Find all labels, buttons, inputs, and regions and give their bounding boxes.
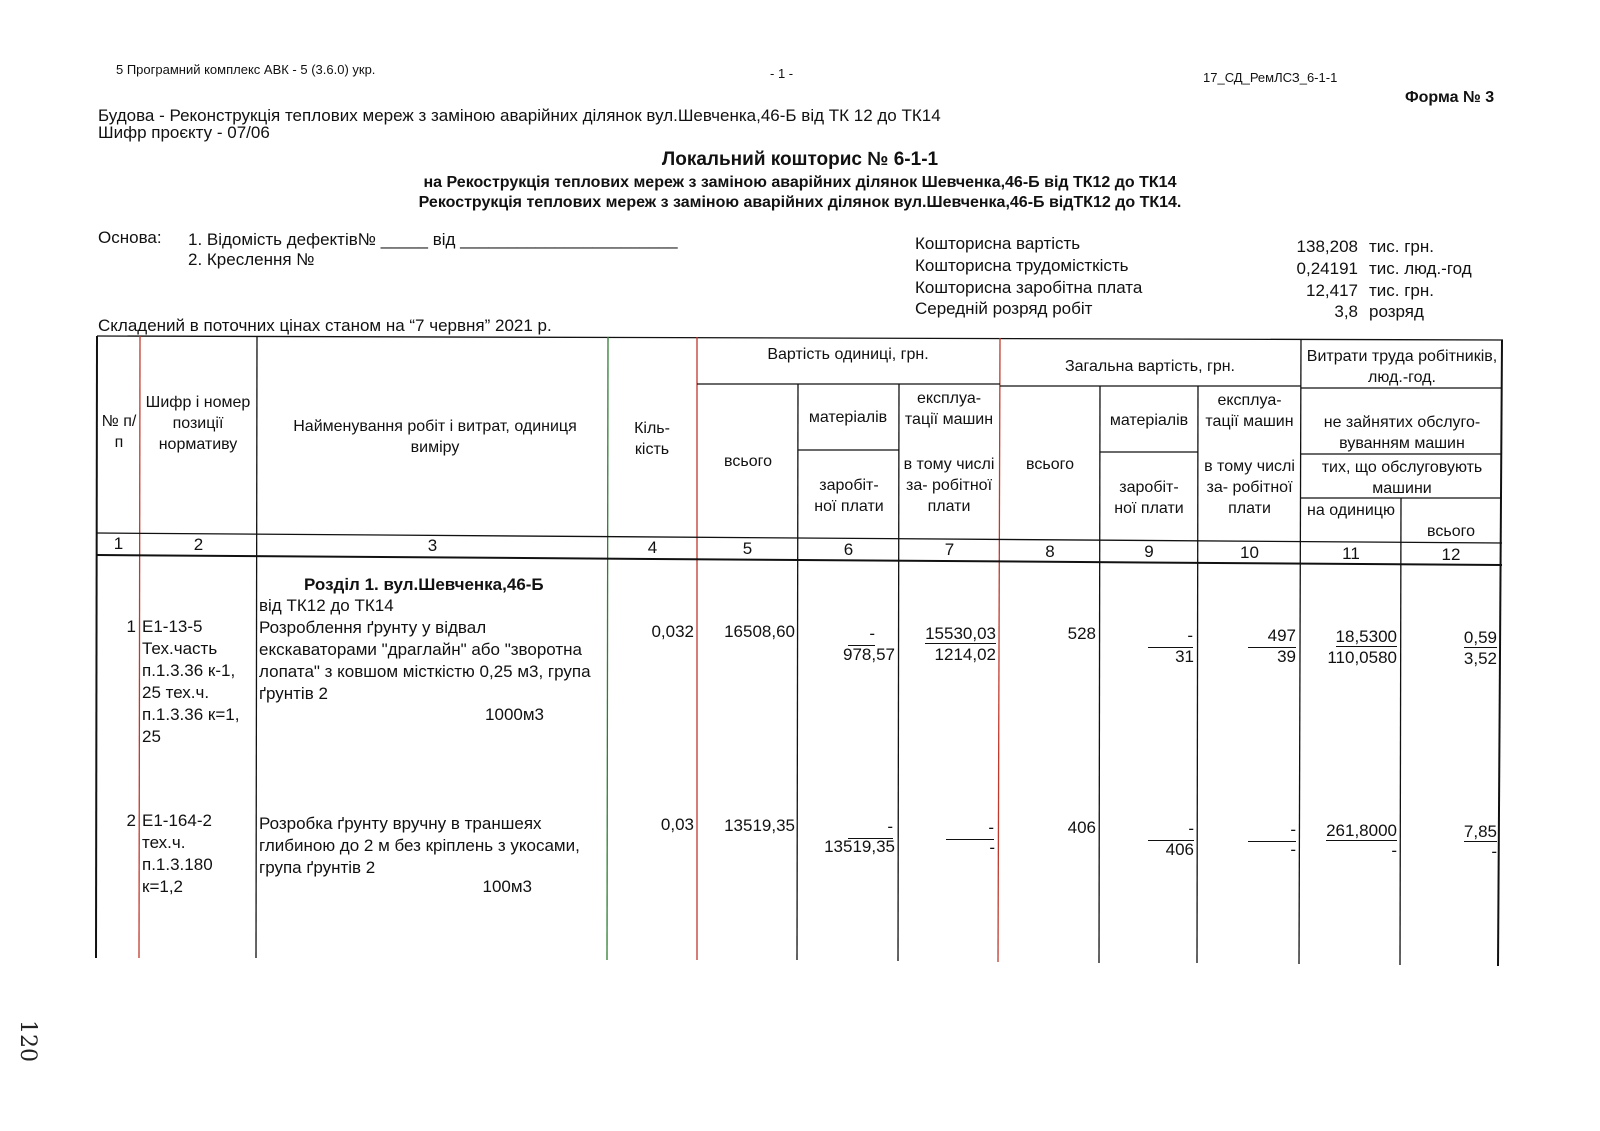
row-name: Розроблення ґрунту у відвал екскаваторами "драглайн" або "зворотна лопата" з ковшом місткістю 0,25 м3, група ґрунтів 2 [259, 618, 591, 703]
header-col-no: № п/п [101, 413, 137, 451]
header-unit-cost: Вартість одиниці, грн. [767, 346, 929, 363]
column-number: 11 [1342, 544, 1360, 563]
row-total-machines: 497 [1248, 625, 1296, 648]
row-qty: 0,032 [651, 622, 694, 641]
row-unit-wages: 978,57 [843, 645, 895, 664]
row-labor-total-machines: - [1491, 842, 1497, 861]
header-total-wages: заробіт- ної плати [1114, 479, 1184, 517]
header-unit-wages: заробіт- ної плати [814, 477, 884, 515]
row-total-materials: - [1148, 625, 1193, 648]
program-name: 5 Програмний комплекс АВК - 5 (3.6.0) укр. [116, 62, 376, 77]
header-total-cost: Загальна вартість, грн. [1064, 358, 1235, 375]
row-unit-all: 16508,60 [724, 622, 795, 641]
summary-label: Середній розряд робіт [915, 299, 1093, 318]
row-number: 1 [126, 617, 136, 636]
column-number: 12 [1441, 545, 1461, 564]
row-labor-per-unit-machines: 110,0580 [1327, 648, 1397, 667]
column-number: 9 [1144, 542, 1154, 561]
header-labor-serving: тих, що обслуговують машини [1321, 459, 1483, 497]
file-code: 17_СД_РемЛСЗ_6-1-1 [1203, 70, 1338, 85]
column-number: 3 [427, 536, 438, 555]
header-labor: Витрати труда робітників, люд.-год. [1306, 348, 1498, 386]
summary-value: 12,417 [1306, 281, 1358, 300]
column-number: 6 [843, 540, 854, 559]
row-unit: 100м3 [482, 877, 532, 896]
column-number: 8 [1045, 542, 1055, 561]
row-name: Розробка ґрунту вручну в траншеях глибиною до 2 м без кріплень з укосами, група ґрунтів 2 [259, 814, 580, 877]
column-number: 2 [193, 535, 204, 554]
row-labor-total: 7,85 [1463, 822, 1497, 841]
summary-label: Кошторисна заробітна плата [915, 278, 1143, 297]
summary-value: 0,24191 [1296, 259, 1358, 278]
handwritten-page-number: 120 [15, 1020, 40, 1062]
row-unit: 1000м3 [485, 705, 544, 724]
row-unit-all: 13519,35 [724, 816, 795, 835]
header-col-qty: Кіль- кість [634, 420, 670, 458]
row-labor-per-unit-machines: - [1391, 841, 1397, 860]
header-labor-per-unit: на одиницю [1307, 502, 1395, 519]
header-labor-total: всього [1427, 523, 1475, 540]
section-title: Розділ 1. вул.Шевченка,46-Б [304, 575, 544, 594]
column-number: 7 [944, 540, 955, 559]
row-total-all: 528 [1067, 624, 1096, 643]
header-total-incl-wages: в тому числі за- робітної плати [1204, 458, 1295, 517]
prices-note: Складений в поточних цінах станом на “7 червня” 2021 р. [98, 316, 552, 335]
header-unit-machines: експлуа- тації машин [904, 390, 994, 428]
section-subtitle: від ТК12 до ТК14 [259, 596, 394, 615]
row-labor-per-unit: 18,5300 [1335, 627, 1397, 646]
row-unit-machine-wages: 1214,02 [934, 645, 996, 664]
row-code: Е1-13-5 Тех.часть п.1.3.36 к-1, 25 тех.ч. п.1.3.36 к=1, 25 [142, 617, 240, 746]
row-unit-wages: 13519,35 [824, 837, 895, 856]
row-total-machines: - [1248, 819, 1296, 842]
summary-unit: тис. грн. [1369, 237, 1434, 256]
summary-unit: тис. грн. [1369, 281, 1434, 300]
column-number: 10 [1240, 543, 1259, 562]
estimate-subtitle-1: на Рекострукція теплових мереж з заміною аварійних ділянок Шевченка,46-Б від ТК12 до ТК14 [423, 174, 1177, 191]
column-number: 5 [742, 539, 753, 558]
row-labor-total: 0,59 [1463, 628, 1497, 647]
building-title: Будова - Реконструкція теплових мереж з заміною аварійних ділянок вул.Шевченка,46-Б від ТК 12 до ТК14 [98, 106, 941, 125]
header-total-all: всього [1026, 456, 1074, 473]
estimate-title: Локальний кошторис № 6-1-1 [661, 149, 939, 170]
row-unit-materials: - [848, 623, 875, 646]
header-col-code: Шифр і номер позиції нормативу [145, 394, 251, 453]
row-labor-per-unit: 261,8000 [1326, 821, 1397, 840]
row-total-all: 406 [1067, 818, 1096, 837]
summary-unit: розряд [1369, 302, 1424, 321]
row-total-machine-wages: - [1290, 840, 1296, 859]
header-total-machines: експлуа- тації машин [1205, 392, 1294, 430]
row-total-wages: 406 [1165, 840, 1194, 859]
summary-label: Кошторисна вартість [915, 234, 1081, 253]
row-number: 2 [126, 811, 136, 830]
summary-label: Кошторисна трудомісткість [915, 256, 1129, 275]
page-number: - 1 - [770, 66, 794, 81]
estimate-subtitle-2: Рекострукція теплових мереж з заміною аварійних ділянок вул.Шевченка,46-Б відТК12 до ТК14. [418, 194, 1182, 211]
form-number: Форма № 3 [1405, 89, 1495, 106]
row-qty: 0,03 [660, 815, 694, 834]
header-unit-incl-wages: в тому числі за- робітної плати [903, 456, 995, 515]
row-total-machine-wages: 39 [1277, 647, 1296, 666]
row-unit-machines: 15530,03 [925, 624, 996, 643]
row-labor-total-machines: 3,52 [1463, 649, 1497, 668]
summary-unit: тис. люд.-год [1369, 259, 1472, 278]
row-total-materials: - [1148, 818, 1194, 841]
basis-item-1: 1. Відомість дефектів№ _____ від _______________________ [188, 230, 678, 249]
summary-value: 3,8 [1334, 302, 1358, 321]
project-code: Шифр проєкту - 07/06 [98, 123, 270, 142]
header-unit-all: всього [724, 453, 772, 470]
row-total-wages: 31 [1175, 647, 1194, 666]
header-unit-materials: матеріалів [808, 409, 888, 426]
basis-item-2: 2. Креслення № [188, 250, 315, 269]
row-unit-materials: - [848, 816, 893, 839]
header-total-materials: матеріалів [1109, 412, 1189, 429]
column-number: 4 [647, 538, 658, 557]
row-unit-machines: - [946, 817, 994, 840]
summary-value: 138,208 [1296, 237, 1358, 256]
row-code: Е1-164-2 тех.ч. п.1.3.180 к=1,2 [142, 811, 213, 896]
basis-label: Основа: [98, 228, 162, 247]
header-labor-not-serving: не зайнятих обслуго- вуванням машин [1323, 414, 1481, 452]
column-number: 1 [113, 534, 124, 553]
header-col-name: Найменування робіт і витрат, одиниця виміру [293, 418, 577, 456]
row-unit-machine-wages: - [989, 838, 995, 857]
